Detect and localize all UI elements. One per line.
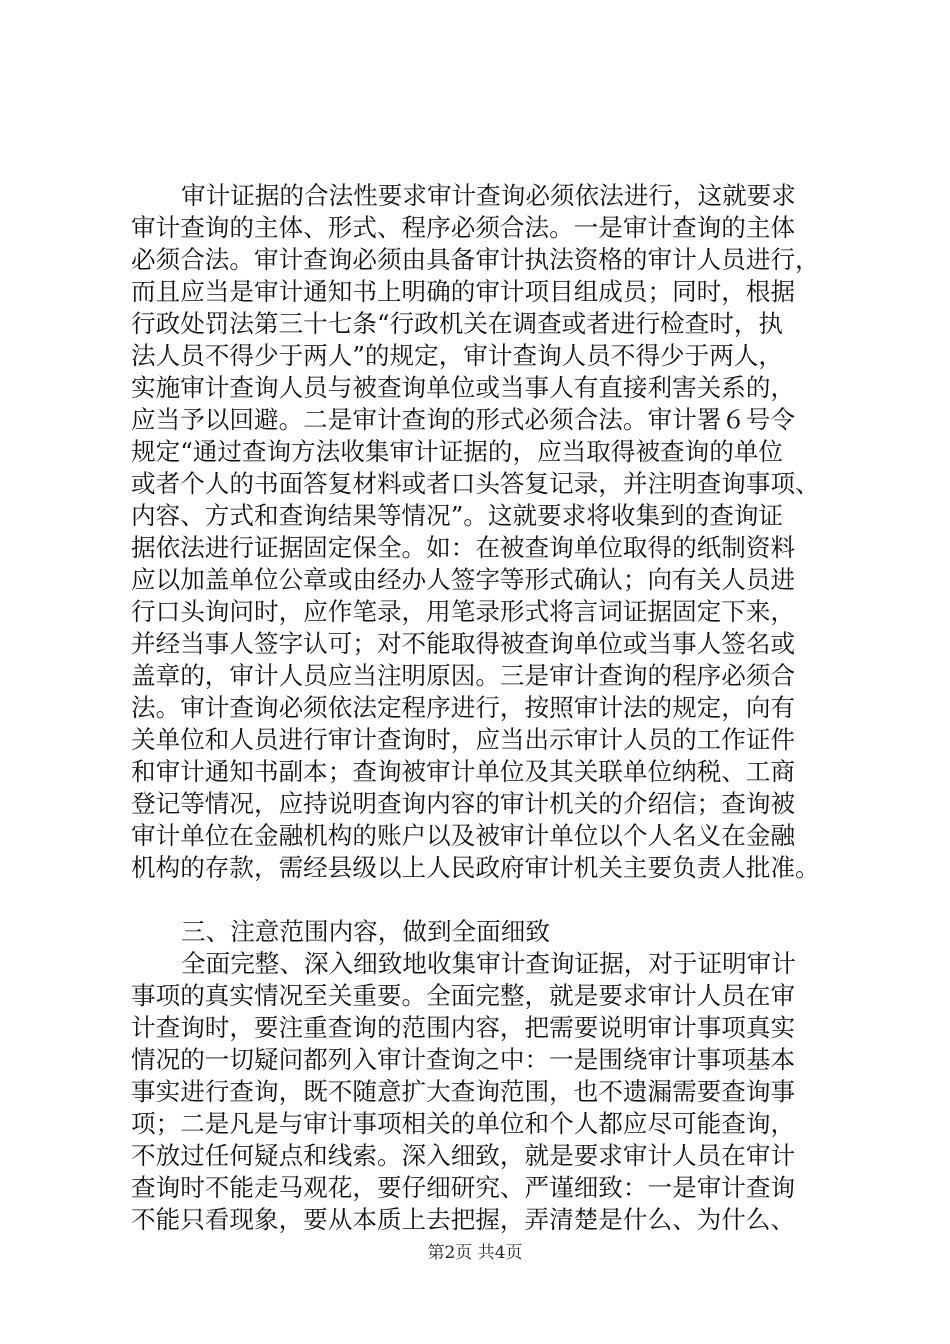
- paragraph-line: 事实进行查询，既不随意扩大查询范围，也不遗漏需要查询事: [131, 1077, 796, 1106]
- paragraph-line: 审计证据的合法性要求审计查询必须依法进行，这就要求: [181, 181, 796, 210]
- paragraph-line: 关单位和人员进行审计查询时，应当出示审计人员的工作证件: [131, 725, 796, 754]
- paragraph-line: 机构的存款，需经县级以上人民政府审计机关主要负责人批准。: [131, 853, 820, 882]
- paragraph-line: 或者个人的书面答复材料或者口头答复记录，并注明查询事项、: [131, 469, 820, 498]
- paragraph-line: 全面完整、深入细致地收集审计查询证据，对于证明审计: [181, 949, 796, 978]
- paragraph-line: 规定“通过查询方法收集审计证据的，应当取得被查询的单位: [131, 437, 784, 466]
- paragraph-line: 行口头询问时，应作笔录，用笔录形式将言词证据固定下来，: [131, 597, 796, 626]
- paragraph-line: 据依法进行证据固定保全。如：在被查询单位取得的纸制资料: [131, 533, 796, 562]
- page-footer: 第2页 共4页: [427, 1243, 523, 1263]
- paragraph-line: 应当予以回避。二是审计查询的形式必须合法。审计署６号令: [131, 405, 796, 434]
- paragraph-line: 并经当事人签字认可；对不能取得被查询单位或当事人签名或: [131, 629, 796, 658]
- paragraph-line: 审计查询的主体、形式、程序必须合法。一是审计查询的主体: [131, 213, 796, 242]
- paragraph-line: 盖章的，审计人员应当注明原因。三是审计查询的程序必须合: [131, 661, 796, 690]
- paragraph-line: 和审计通知书副本；查询被审计单位及其关联单位纳税、工商: [131, 757, 796, 786]
- paragraph-line: 应以加盖单位公章或由经办人签字等形式确认；向有关人员进: [131, 565, 796, 594]
- paragraph-line: 登记等情况，应持说明查询内容的审计机关的介绍信；查询被: [131, 789, 796, 818]
- section-heading: 三、注意范围内容，做到全面细致: [181, 917, 550, 946]
- paragraph-line: 行政处罚法第三十七条“行政机关在调查或者进行检查时，执: [131, 309, 784, 338]
- paragraph-line: 法。审计查询必须依法定程序进行，按照审计法的规定，向有: [131, 693, 796, 722]
- paragraph-line: 而且应当是审计通知书上明确的审计项目组成员；同时，根据: [131, 277, 796, 306]
- paragraph-line: 情况的一切疑问都列入审计查询之中：一是围绕审计事项基本: [131, 1045, 796, 1074]
- paragraph-line: 项；二是凡是与审计事项相关的单位和个人都应尽可能查询，: [131, 1109, 796, 1138]
- paragraph-line: 事项的真实情况至关重要。全面完整，就是要求审计人员在审: [131, 981, 796, 1010]
- paragraph-line: 必须合法。审计查询必须由具备审计执法资格的审计人员进行，: [131, 245, 820, 274]
- paragraph-line: 查询时不能走马观花，要仔细研究、严谨细致：一是审计查询: [131, 1173, 796, 1202]
- paragraph-line: 审计单位在金融机构的账户以及被审计单位以个人名义在金融: [131, 821, 796, 850]
- paragraph-line: 法人员不得少于两人”的规定，审计查询人员不得少于两人，: [131, 341, 784, 370]
- paragraph-line: 内容、方式和查询结果等情况”。这就要求将收集到的查询证: [131, 501, 784, 530]
- paragraph-line: 不放过任何疑点和线索。深入细致，就是要求审计人员在审计: [131, 1141, 796, 1170]
- paragraph-line: 不能只看现象，要从本质上去把握，弄清楚是什么、为什么、: [131, 1205, 796, 1234]
- paragraph-line: 实施审计查询人员与被查询单位或当事人有直接利害关系的，: [131, 373, 796, 402]
- paragraph-line: 计查询时，要注重查询的范围内容，把需要说明审计事项真实: [131, 1013, 796, 1042]
